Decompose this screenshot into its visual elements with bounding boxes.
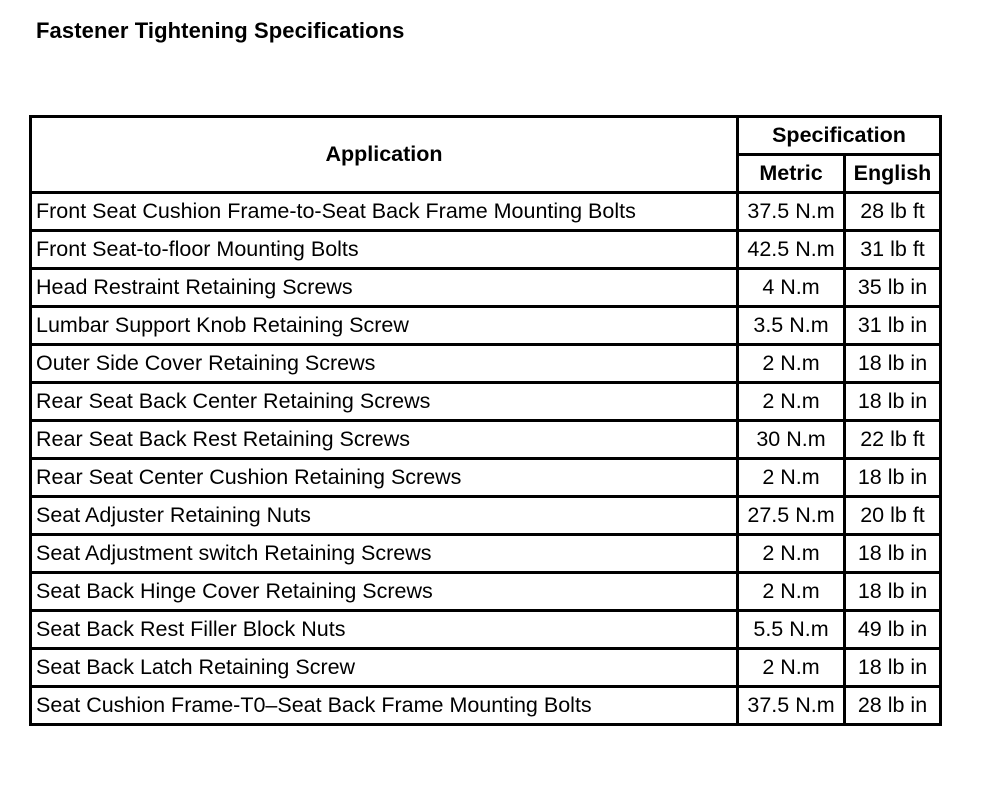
cell-metric: 2 N.m — [738, 345, 845, 383]
cell-english: 28 lb in — [845, 687, 941, 725]
cell-metric: 27.5 N.m — [738, 497, 845, 535]
cell-english: 18 lb in — [845, 535, 941, 573]
cell-application: Front Seat-to-floor Mounting Bolts — [31, 231, 738, 269]
cell-english: 18 lb in — [845, 649, 941, 687]
cell-english: 18 lb in — [845, 345, 941, 383]
cell-application: Rear Seat Back Rest Retaining Screws — [31, 421, 738, 459]
cell-application: Seat Back Rest Filler Block Nuts — [31, 611, 738, 649]
fastener-spec-table — [29, 115, 942, 726]
cell-metric: 4 N.m — [738, 269, 845, 307]
cell-english: 20 lb ft — [845, 497, 941, 535]
cell-metric: 2 N.m — [738, 383, 845, 421]
table-row — [31, 345, 941, 383]
cell-metric: 3.5 N.m — [738, 307, 845, 345]
cell-application: Head Restraint Retaining Screws — [31, 269, 738, 307]
cell-application: Outer Side Cover Retaining Screws — [31, 345, 738, 383]
cell-application: Seat Back Hinge Cover Retaining Screws — [31, 573, 738, 611]
table-row — [31, 535, 941, 573]
cell-application: Rear Seat Back Center Retaining Screws — [31, 383, 738, 421]
cell-metric: 2 N.m — [738, 459, 845, 497]
cell-metric: 2 N.m — [738, 649, 845, 687]
cell-english: 18 lb in — [845, 573, 941, 611]
table-row — [31, 307, 941, 345]
cell-english: 35 lb in — [845, 269, 941, 307]
cell-application: Front Seat Cushion Frame-to-Seat Back Frame Mounting Bolts — [31, 193, 738, 231]
table-row — [31, 383, 941, 421]
cell-metric: 30 N.m — [738, 421, 845, 459]
cell-english: 31 lb in — [845, 307, 941, 345]
cell-application: Rear Seat Center Cushion Retaining Screws — [31, 459, 738, 497]
cell-metric: 5.5 N.m — [738, 611, 845, 649]
header-application: Application — [31, 117, 738, 193]
cell-metric: 2 N.m — [738, 535, 845, 573]
cell-application: Lumbar Support Knob Retaining Screw — [31, 307, 738, 345]
table-row — [31, 231, 941, 269]
cell-english: 18 lb in — [845, 459, 941, 497]
cell-metric: 42.5 N.m — [738, 231, 845, 269]
cell-metric: 37.5 N.m — [738, 193, 845, 231]
cell-english: 28 lb ft — [845, 193, 941, 231]
cell-english: 22 lb ft — [845, 421, 941, 459]
cell-metric: 2 N.m — [738, 573, 845, 611]
page-title: Fastener Tightening Specifications — [36, 18, 405, 43]
table-row — [31, 193, 941, 231]
table-row — [31, 269, 941, 307]
header-english: English — [845, 155, 941, 193]
cell-application: Seat Adjuster Retaining Nuts — [31, 497, 738, 535]
table-row — [31, 497, 941, 535]
cell-english: 31 lb ft — [845, 231, 941, 269]
table-header — [31, 117, 941, 193]
table-row — [31, 649, 941, 687]
cell-application: Seat Cushion Frame-T0–Seat Back Frame Mounting Bolts — [31, 687, 738, 725]
cell-application: Seat Adjustment switch Retaining Screws — [31, 535, 738, 573]
cell-application: Seat Back Latch Retaining Screw — [31, 649, 738, 687]
header-specification: Specification — [738, 117, 941, 155]
table-row — [31, 573, 941, 611]
table-row — [31, 459, 941, 497]
table-row — [31, 421, 941, 459]
cell-english: 18 lb in — [845, 383, 941, 421]
table-row — [31, 611, 941, 649]
table-body — [31, 193, 941, 725]
cell-metric: 37.5 N.m — [738, 687, 845, 725]
table-row — [31, 687, 941, 725]
header-metric: Metric — [738, 155, 845, 193]
cell-english: 49 lb in — [845, 611, 941, 649]
